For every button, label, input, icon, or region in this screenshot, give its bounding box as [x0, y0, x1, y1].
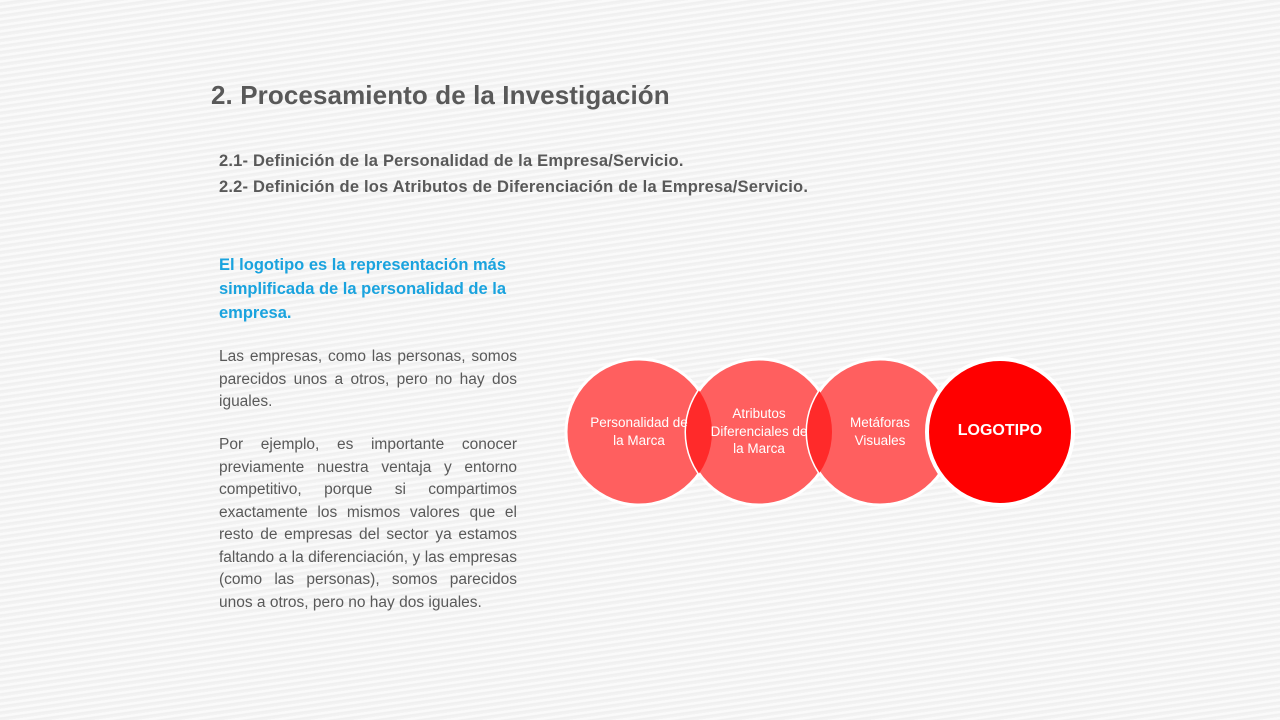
logo-process-diagram — [560, 352, 1080, 512]
slide-title: 2. Procesamiento de la Investigación — [211, 80, 670, 110]
subtitle-item: 2.2- Definición de los Atributos de Diferenciación de la Empresa/Servicio. — [219, 178, 809, 196]
subtitle-list — [219, 148, 808, 200]
lead-statement: El logotipo es la representación más simplificada de la personalidad de la empresa. — [219, 256, 507, 322]
circle-label-logotipo: LOGOTIPO — [957, 422, 1043, 439]
subtitle-item: 2.1- Definición de la Personalidad de la Empresa/Servicio. — [219, 152, 684, 170]
circle-label-atributos: Atributos Diferenciales de la Marca — [710, 406, 808, 456]
body-paragraph: Por ejemplo, es importante conocer previamente nuestra ventaja y entorno competitivo, porque si compartimos exactamente los mismos valores que el resto de empresas del sector ya estamos faltando a la diferenciación, y las empresas (como las personas), somos parecidos unos a otros, pero no hay dos iguales. — [219, 436, 517, 611]
circle-label-metaforas: Metáforas Visuales — [849, 415, 911, 448]
circle-label-personalidad: Personalidad de la Marca — [590, 415, 688, 448]
body-paragraph: Las empresas, como las personas, somos parecidos unos a otros, pero no hay dos iguales. — [219, 348, 517, 410]
